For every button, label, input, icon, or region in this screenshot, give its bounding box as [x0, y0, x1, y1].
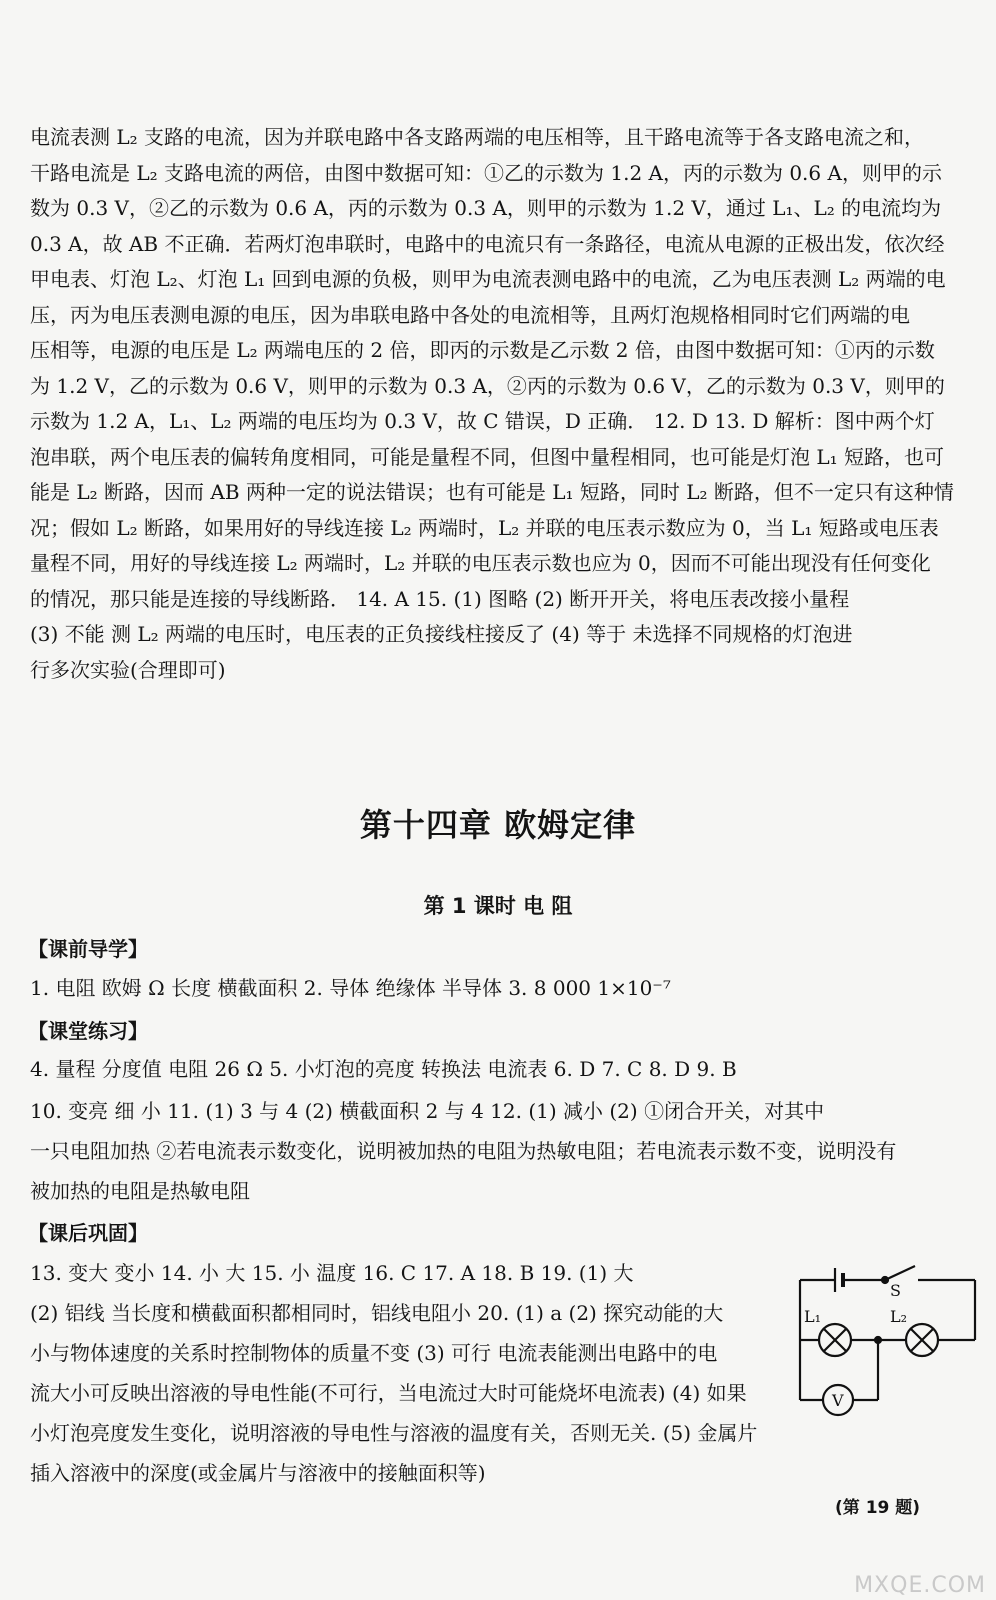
text-line: 甲电表、灯泡 L₂、灯泡 L₁ 回到电源的负极，则甲为电流表测电路中的电流，乙为电压表测 L₂ 两端的电: [30, 267, 946, 291]
text-line: 数为 0.3 V，②乙的示数为 0.6 A，丙的示数为 0.3 A，则甲的示数为 1.2 V，通过 L₁、L₂ 的电流均为: [30, 196, 942, 220]
text-line: (3) 不能 测 L₂ 两端的电压时，电压表的正负接线柱接反了 (4) 等于 未选择不同规格的灯泡进: [30, 622, 853, 646]
text-line: 为 1.2 V，乙的示数为 0.6 V，则甲的示数为 0.3 A，②丙的示数为 0.6 V，乙的示数为 0.3 V，则甲的: [30, 373, 945, 398]
lesson-title: 第 1 课时 电 阻: [423, 894, 573, 918]
text-line: 能是 L₂ 断路，因而 AB 两种一定的说法错误；也有可能是 L₁ 短路，同时 L₂ 断路，但不一定只有这种情: [30, 480, 954, 504]
text-line: 压相等，电源的电压是 L₂ 两端电压的 2 倍，即丙的示数是乙示数 2 倍，由图中数据可知：①丙的示数: [30, 338, 935, 362]
answer-line: 一只电阻加热 ②若电流表示数变化，说明被加热的电阻为热敏电阻；若电流表示数不变，说明没有: [30, 1139, 897, 1163]
figure-caption: (第 19 题): [835, 1498, 921, 1518]
text-line: 电流表测 L₂ 支路的电流，因为并联电路中各支路两端的电压相等，且干路电流等于各支路电流之和，: [30, 125, 925, 149]
text-line: 的情况，那只能是连接的导线断路． 14. A 15. (1) 图略 (2) 断开开关，将电压表改接小量程: [30, 586, 850, 611]
section-heading-pre: 【课前导学】: [28, 937, 148, 961]
text-line: 干路电流是 L₂ 支路电流的两倍，由图中数据可知：①乙的示数为 1.2 A，丙的示数为 0.6 A，则甲的示: [30, 160, 942, 185]
text-line: 压，丙为电压表测电源的电压，因为串联电路中各处的电流相等，且两灯泡规格相同时它们两端的电: [30, 302, 910, 327]
answer-line: 被加热的电阻是热敏电阻: [30, 1179, 250, 1203]
text-line: 量程不同，用好的导线连接 L₂ 两端时，L₂ 并联的电压表示数也应为 0，因而不可能出现没有任何变化: [30, 551, 931, 575]
answer-line: 插入溶液中的深度(或金属片与溶液中的接触面积等): [30, 1461, 486, 1485]
switch-label: S: [890, 1281, 901, 1300]
voltmeter-label: V: [832, 1391, 844, 1410]
watermark: MXQE.COM: [854, 1573, 986, 1598]
answer-line: 1. 电阻 欧姆 Ω 长度 横截面积 2. 导体 绝缘体 半导体 3. 8 000 1×10⁻⁷: [30, 976, 671, 1000]
section-heading-post: 【课后巩固】: [28, 1221, 148, 1245]
lamp-l2-label: L₂: [890, 1307, 908, 1326]
answer-line: 10. 变亮 细 小 11. (1) 3 与 4 (2) 横截面积 2 与 4 12. (1) 减小 (2) ①闭合开关，对其中: [30, 1099, 825, 1123]
lamp-l1-label: L₁: [804, 1307, 822, 1326]
text-line: 0.3 A，故 AB 不正确．若两灯泡串联时，电路中的电流只有一条路径，电流从电源的正极出发，依次经: [30, 231, 945, 256]
text-line: 行多次实验(合理即可): [30, 657, 226, 682]
text-line: 示数为 1.2 A，L₁、L₂ 两端的电压均为 0.3 V，故 C 错误，D 正确． 12. D 13. D 解析：图中两个灯: [30, 409, 935, 433]
answer-line: (2) 铝线 当长度和横截面积都相同时，铝线电阻小 20. (1) a (2) 探究动能的大: [30, 1301, 724, 1325]
text-line: 况；假如 L₂ 断路，如果用好的导线连接 L₂ 两端时，L₂ 并联的电压表示数应为 0，当 L₁ 短路或电压表: [30, 515, 939, 540]
answer-line: 4. 量程 分度值 电阻 26 Ω 5. 小灯泡的亮度 转换法 电流表 6. D 7. C 8. D 9. B: [30, 1057, 737, 1081]
circuit-diagram: [790, 1260, 980, 1500]
answer-line: 流大小可反映出溶液的导电性能(不可行，当电流过大时可能烧坏电流表) (4) 如果: [30, 1381, 747, 1405]
top-paragraph: [30, 120, 980, 688]
answer-line: 13. 变大 变小 14. 小 大 15. 小 温度 16. C 17. A 18. B 19. (1) 大: [30, 1261, 634, 1285]
answer-line: 小与物体速度的关系时控制物体的质量不变 (3) 可行 电流表能测出电路中的电: [30, 1341, 718, 1365]
chapter-title: 第十四章 欧姆定律: [359, 806, 637, 844]
section-heading-class: 【课堂练习】: [28, 1019, 148, 1043]
text-line: 泡串联，两个电压表的偏转角度相同，可能是量程不同，但图中量程相同，也可能是灯泡 L₁ 短路，也可: [30, 444, 945, 469]
answer-line: 小灯泡亮度发生变化，说明溶液的导电性与溶液的温度有关，否则无关. (5) 金属片: [30, 1421, 758, 1445]
